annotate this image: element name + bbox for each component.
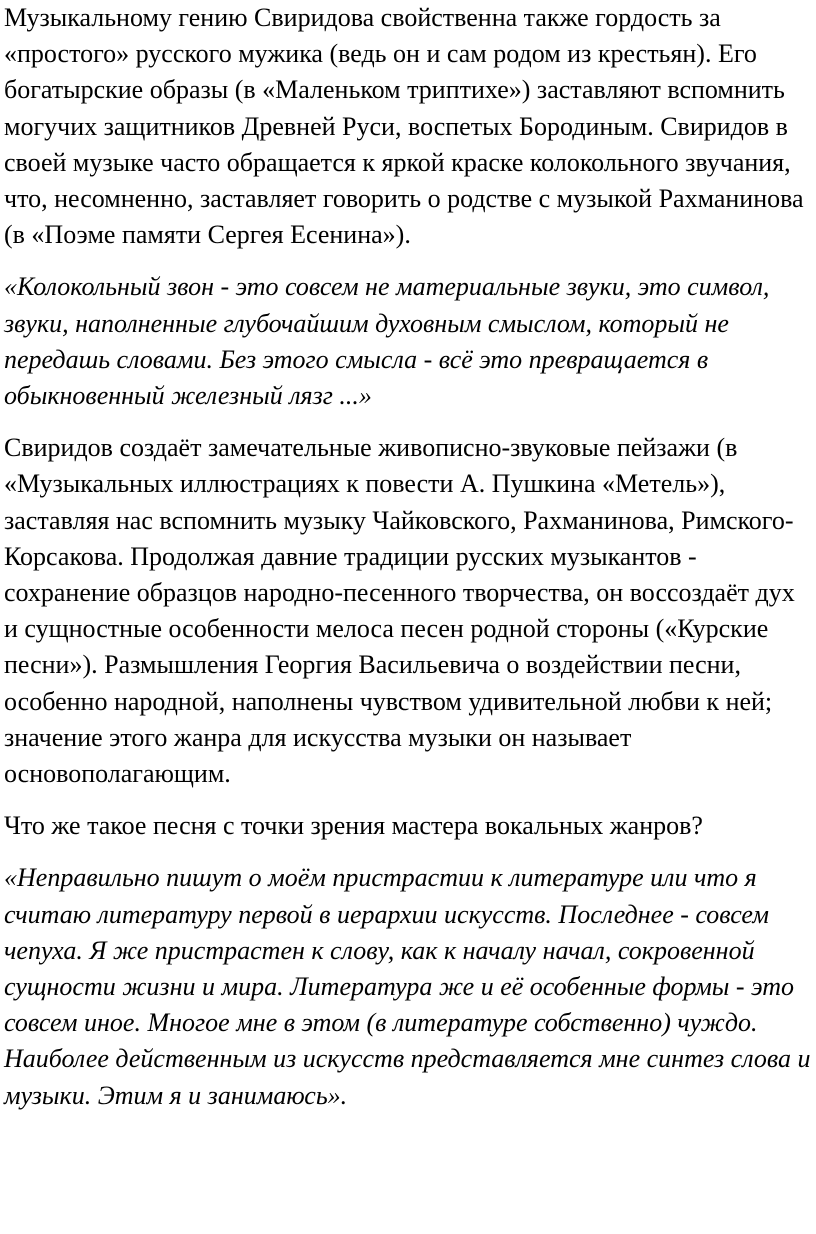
paragraph-what-is-song: Что же такое песня с точки зрения мастера вокальных жанров?	[4, 811, 703, 841]
paragraph-sviridov-pride: Музыкальному гению Свиридова свойственна также гордость за «простого» русского мужика (ведь он и сам родом из крестьян). Его богатырские образы (в «Маленьком триптихе») заставляют вспомнить могучих защитников Древней Руси, воспетых Бородиным. Свиридов в своей музыке часто обращается к яркой краске колокольного звучания, что, несомненно, заставляет говорить о родстве с музыкой Рахманинова (в «Поэме памяти Сергея Есенина»).	[4, 3, 804, 250]
quote-bell-ringing: «Колокольный звон - это совсем не материальные звуки, это символ, звуки, наполненные глубочайшим духовным смыслом, который не передашь словами. Без этого смысла - всё это превращается в обыкновенный железный лязг ...»	[4, 272, 770, 411]
quote-word-and-music: «Неправильно пишут о моём пристрастии к литературе или что я считаю литературу первой в иерархии искусств. Последнее - совсем чепуха. Я же пристрастен к слову, как к началу начал, сокровенной сущности жизни и мира. Литература же и её особенные формы - это совсем иное. Многое мне в этом (в литературе собственно) чуждо. Наиболее действенным из искусств представляется мне синтез слова и музыки. Этим я и занимаюсь».	[4, 863, 811, 1110]
document-page	[4, 0, 812, 1114]
paragraph-landscapes-folk-song: Свиридов создаёт замечательные живописно-звуковые пейзажи (в «Музыкальных иллюстрациях к повести А. Пушкина «Метель»), заставляя нас вспомнить музыку Чайковского, Рахманинова, Римского-Корсакова. Продолжая давние традиции русских музыкантов - сохранение образцов народно-песенного творчества, он воссоздаёт дух и сущностные особенности мелоса песен родной стороны («Курские песни»). Размышления Георгия Васильевича о воздействии песни, особенно народной, наполнены чувством удивительной любви к ней; значение этого жанра для искусства музыки он называет основополагающим.	[4, 433, 795, 789]
